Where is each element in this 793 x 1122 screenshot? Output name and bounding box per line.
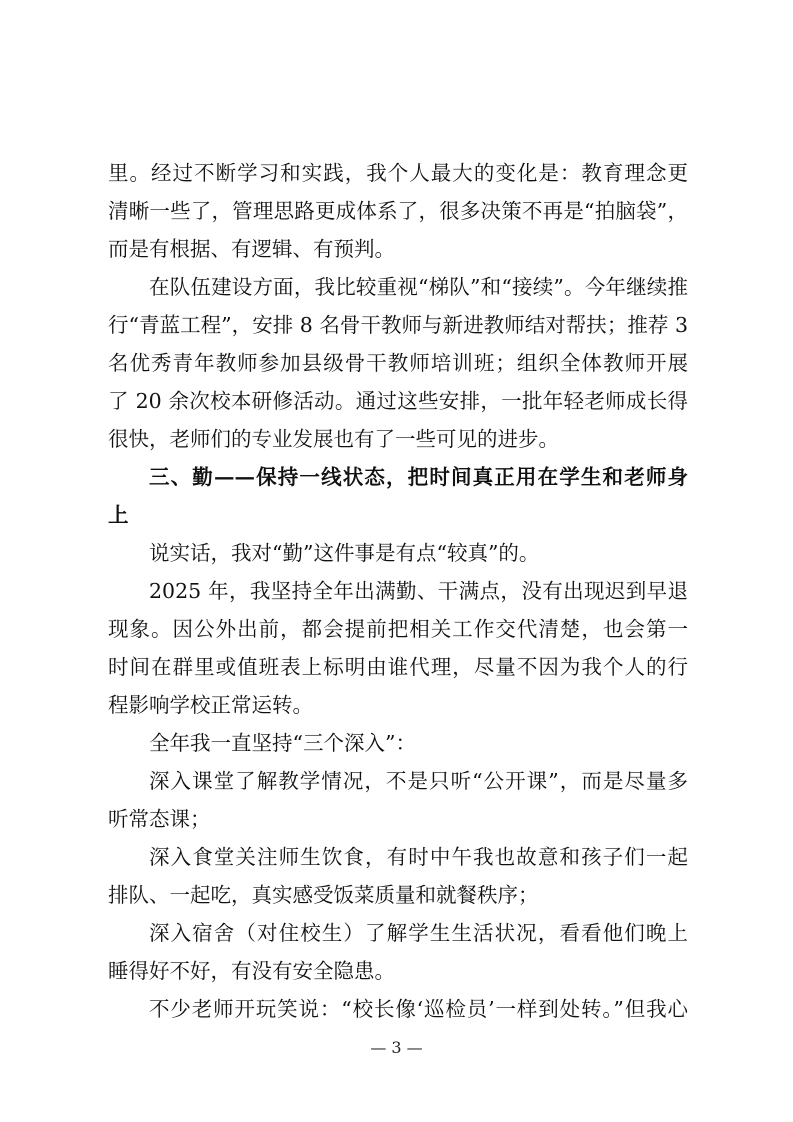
text-line: 程影响学校正常运转。	[108, 693, 313, 717]
text-line: 时间在群里或值班表上标明由谁代理，尽量不因为我个人的行	[108, 655, 688, 679]
text-line: 里。经过不断学习和实践，我个人最大的变化是：教育理念更	[108, 161, 688, 185]
text-line: 不少老师开玩笑说：“校长像‘巡检员’一样到处转。”但我心	[149, 997, 688, 1021]
text-line: 在队伍建设方面，我比较重视“梯队”和“接续”。今年继续推	[149, 275, 688, 299]
text-line: 全年我一直坚持“三个深入”：	[149, 731, 416, 755]
text-line: 了 20 余次校本研修活动。通过这些安排，一批年轻老师成长得	[108, 389, 688, 413]
text-line: 很快，老师们的专业发展也有了一些可见的进步。	[108, 427, 559, 451]
text-line: 清晰一些了，管理思路更成体系了，很多决策不再是“拍脑袋”，	[108, 199, 688, 223]
text-line: 现象。因公外出前，都会提前把相关工作交代清楚，也会第一	[108, 617, 688, 641]
text-line: 深入宿舍（对住校生）了解学生生活状况，看看他们晚上	[149, 921, 688, 945]
text-line: 听常态课；	[108, 807, 211, 831]
text-line: 排队、一起吃，真实感受饭菜质量和就餐秩序；	[108, 883, 539, 907]
text-line: 深入食堂关注师生饮食，有时中午我也故意和孩子们一起	[149, 845, 688, 869]
text-line: 2025 年，我坚持全年出满勤、干满点，没有出现迟到早退	[149, 579, 688, 603]
section-heading: 三、勤——保持一线状态，把时间真正用在学生和老师身	[149, 465, 688, 489]
text-line: 睡得好不好，有没有安全隐患。	[108, 959, 395, 983]
text-line: 名优秀青年教师参加县级骨干教师培训班；组织全体教师开展	[108, 351, 688, 375]
text-line: 深入课堂了解教学情况，不是只听“公开课”，而是尽量多	[149, 769, 688, 793]
section-heading: 上	[108, 503, 129, 527]
text-line: 行“青蓝工程”，安排 8 名骨干教师与新进教师结对帮扶；推荐 3	[108, 313, 688, 337]
text-line: 说实话，我对“勤”这件事是有点“较真”的。	[149, 541, 540, 565]
text-line: 而是有根据、有逻辑、有预判。	[108, 237, 395, 261]
page-number: — 3 —	[370, 1038, 423, 1057]
document-body	[108, 154, 688, 1028]
